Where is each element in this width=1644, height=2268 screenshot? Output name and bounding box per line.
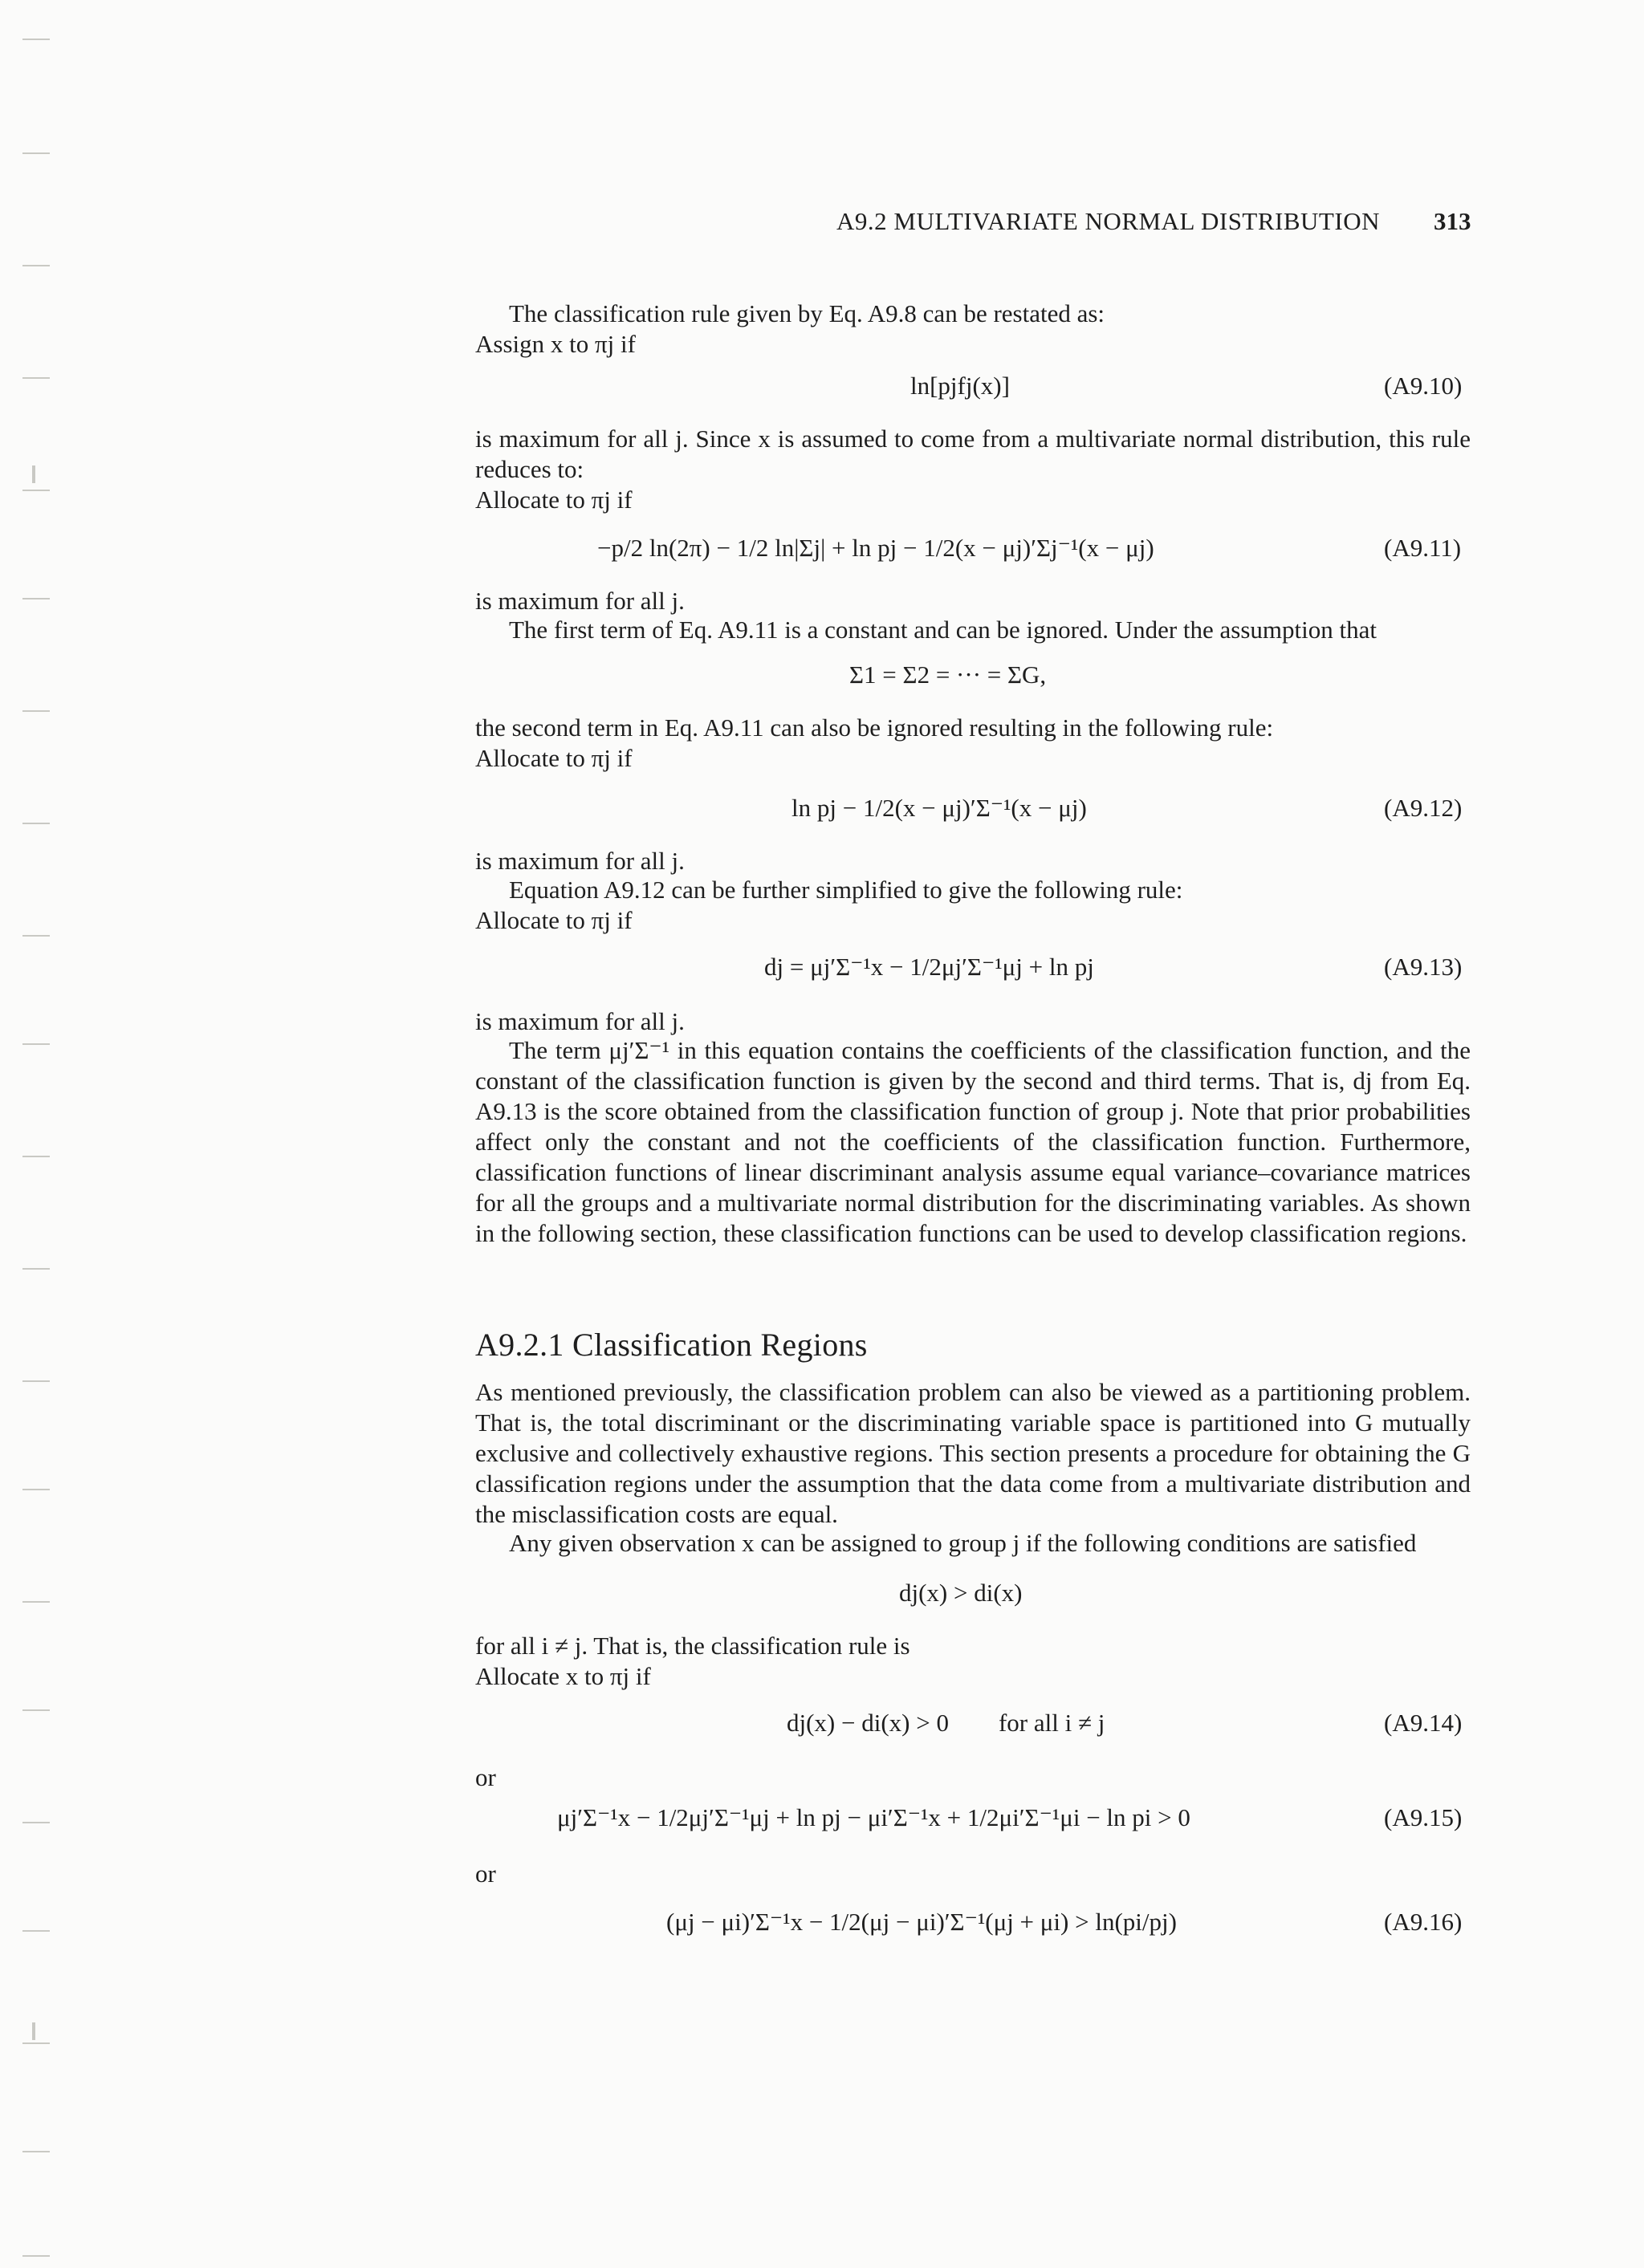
paragraph-second-term: the second term in Eq. A9.11 can also be ignored resulting in the following rule: bbox=[475, 713, 1274, 742]
equation-a9-14: dj(x) − di(x) > 0 for all i ≠ j bbox=[787, 1709, 1105, 1737]
equation-a9-11: −p/2 ln(2π) − 1/2 ln|Σj| + ln pj − 1/2(x − μj)′Σj⁻¹(x − μj) bbox=[597, 534, 1154, 562]
equation-number-a9-15: (A9.15) bbox=[1384, 1803, 1463, 1831]
paragraph-coefficients: The term μj′Σ⁻¹ in this equation contains the coefficients of the classification function, and the constant of the classification function is given by the second and third terms. That is, dj from Eq. A9.13 is the score obtained from the classification function of group j. Note that prior probabilities affect only the constant and not the coefficients of the classification function. Furthermore, classification functions of linear discriminant analysis assume equal variance–covariance matrices for all the groups and a multivariate normal distribution for the discriminating variables. As shown in the following section, these classification functions can be used to develop classification regions. bbox=[475, 1036, 1471, 1247]
connector-or-2: or bbox=[475, 1860, 496, 1888]
equation-number-a9-14: (A9.14) bbox=[1384, 1709, 1463, 1737]
equation-a9-10: ln[pjfj(x)] bbox=[910, 372, 1010, 400]
paragraph-maximum-normal: is maximum for all j. Since x is assumed to come from a multivariate normal distribution, this rule reduces to: bbox=[475, 425, 1471, 483]
paragraph-maximum-1: is maximum for all j. bbox=[475, 587, 685, 615]
equation-a9-13: dj = μj′Σ⁻¹x − 1/2μj′Σ⁻¹μj + ln pj bbox=[764, 953, 1094, 981]
rule-line-allocate-3: Allocate to πj if bbox=[475, 906, 633, 934]
connector-or-1: or bbox=[475, 1763, 496, 1791]
paragraph-any-observation: Any given observation x can be assigned to group j if the following conditions are satisfied bbox=[509, 1529, 1417, 1557]
header-section-title: A9.2 MULTIVARIATE NORMAL DISTRIBUTION bbox=[836, 207, 1380, 235]
equation-score-comparison: dj(x) > di(x) bbox=[899, 1579, 1023, 1607]
paragraph-first-term: The first term of Eq. A9.11 is a constant and can be ignored. Under the assumption that bbox=[509, 616, 1377, 644]
equation-a9-15: μj′Σ⁻¹x − 1/2μj′Σ⁻¹μj + ln pj − μi′Σ⁻¹x + 1/2μi′Σ⁻¹μi − ln pi > 0 bbox=[557, 1803, 1190, 1831]
equation-number-a9-10: (A9.10) bbox=[1384, 372, 1463, 400]
equation-a9-16: (μj − μi)′Σ⁻¹x − 1/2(μj − μi)′Σ⁻¹(μj + μi) > ln(pi/pj) bbox=[666, 1908, 1177, 1936]
paragraph-maximum-3: is maximum for all j. bbox=[475, 1007, 685, 1035]
paragraph-maximum-2: is maximum for all j. bbox=[475, 847, 685, 875]
paragraph-simplified: Equation A9.12 can be further simplified to give the following rule: bbox=[509, 876, 1183, 904]
rule-line-allocate-2: Allocate to πj if bbox=[475, 744, 633, 772]
equation-equal-covariance: Σ1 = Σ2 = ··· = ΣG, bbox=[849, 660, 1047, 689]
equation-number-a9-13: (A9.13) bbox=[1384, 953, 1463, 981]
rule-line-allocate-1: Allocate to πj if bbox=[475, 486, 633, 514]
paragraph-partitioning: As mentioned previously, the classification problem can also be viewed as a partitioning problem. That is, the total discriminant or the discriminating variable space is partitioned into G mutually exclusive and collectively exhaustive regions. This section presents a procedure for obtaining the G classification regions under the assumption that the data come from a multivariate distribution and the misclassification costs are equal. bbox=[475, 1378, 1471, 1528]
equation-number-a9-12: (A9.12) bbox=[1384, 794, 1463, 822]
equation-number-a9-16: (A9.16) bbox=[1384, 1908, 1463, 1936]
equation-number-a9-11: (A9.11) bbox=[1384, 534, 1462, 562]
paragraph-for-all: for all i ≠ j. That is, the classification rule is bbox=[475, 1632, 910, 1660]
rule-line-assign: Assign x to πj if bbox=[475, 330, 636, 358]
section-heading: A9.2.1 Classification Regions bbox=[475, 1327, 868, 1363]
paragraph-restated: The classification rule given by Eq. A9.8 can be restated as: bbox=[509, 299, 1105, 327]
scan-margin-marks bbox=[0, 0, 56, 2268]
running-header bbox=[0, 207, 1644, 247]
page-number: 313 bbox=[1434, 207, 1471, 235]
rule-line-allocate-4: Allocate x to πj if bbox=[475, 1662, 651, 1690]
equation-a9-12: ln pj − 1/2(x − μj)′Σ⁻¹(x − μj) bbox=[791, 794, 1087, 822]
